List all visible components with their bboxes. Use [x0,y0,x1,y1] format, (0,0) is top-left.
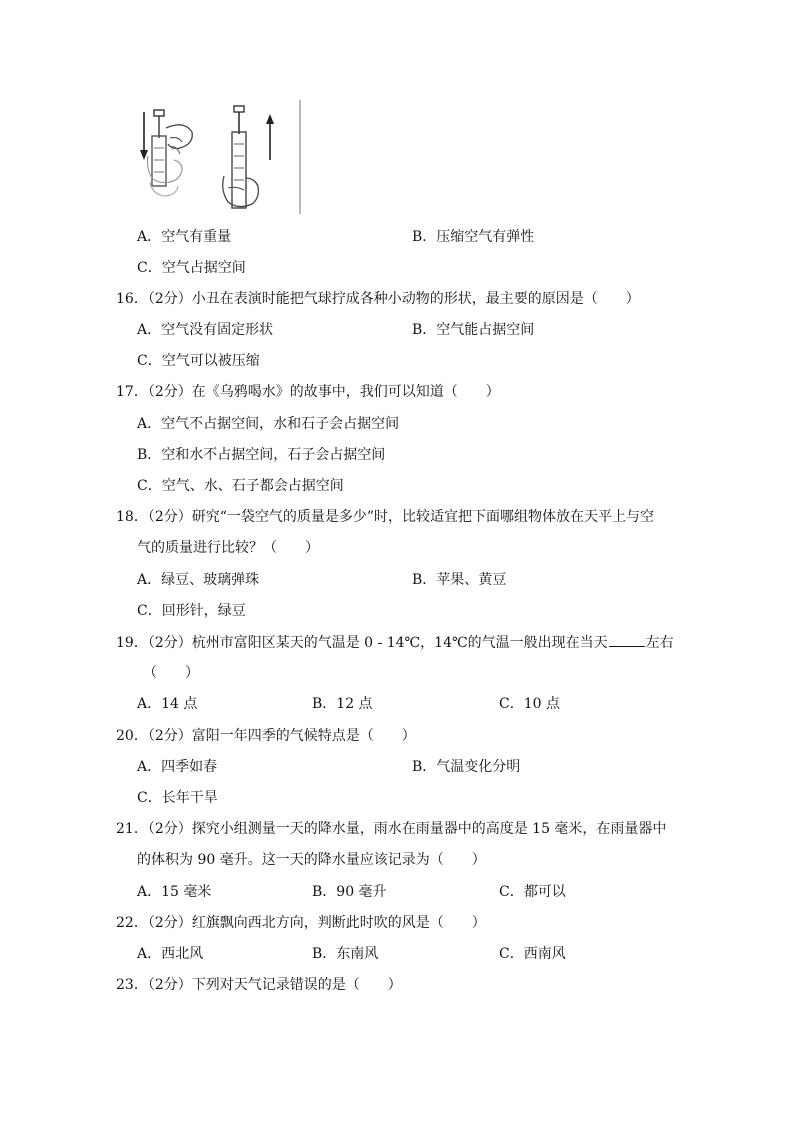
q21-option-a: A．15 毫米 [137,884,212,900]
q21-option-b: B．90 毫升 [312,884,387,900]
q18-stem-line2: 气的质量进行比较？（ ） [137,540,319,556]
q15-option-c: C．空气占据空间 [137,260,246,276]
q21-stem-line2: 的体积为 90 毫升。这一天的降水量应该记录为（ ） [137,852,486,868]
q16-option-a: A．空气没有固定形状 [137,322,274,338]
q15-option-a: A．空气有重量 [137,229,232,245]
q19-stem-part1: 19．（2分）杭州市富阳区某天的气温是 0 - 14℃，14℃的气温一般出现在当天 [116,635,608,651]
q18-option-a: A．绿豆、玻璃弹珠 [137,572,260,588]
q19-option-c: C．10 点 [499,696,560,712]
q19-stem-line2: （ ） [143,665,199,681]
q19-option-b: B．12 点 [312,696,373,712]
q18-stem-line1: 18．（2分）研究“一袋空气的质量是多少”时，比较适宜把下面哪组物体放在天平上与空 [116,509,655,525]
q22-stem: 22．（2分）红旗飘向西北方向，判断此时吹的风是（ ） [116,915,486,931]
q20-option-b: B．气温变化分明 [412,759,521,775]
q20-stem: 20．（2分）富阳一年四季的气候特点是（ ） [116,728,416,744]
q16-stem: 16．（2分）小丑在表演时能把气球拧成各种小动物的形状，最主要的原因是（ ） [116,291,640,307]
q15-option-b: B．压缩空气有弹性 [412,229,535,245]
q21-stem-line1: 21．（2分）探究小组测量一天的降水量，雨水在雨量器中的高度是 15 毫米，在雨量器中 [116,821,667,837]
q20-option-c: C．长年干旱 [137,790,218,806]
q19-answer-blank[interactable] [609,632,645,647]
q20-option-a: A．四季如春 [137,759,218,775]
q21-option-c: C．都可以 [499,884,566,900]
q22-option-a: A．西北风 [137,946,204,962]
q19-stem-part2: 左右 [645,635,674,651]
q18-option-b: B．苹果、黄豆 [412,572,507,588]
q16-option-c: C．空气可以被压缩 [137,353,260,369]
q22-option-c: C．西南风 [499,946,566,962]
q18-option-c: C．回形针，绿豆 [137,603,246,619]
q17-option-c: C．空气、水、石子都会占据空间 [137,478,344,494]
q16-option-b: B．空气能占据空间 [412,322,535,338]
q17-option-b: B．空和水不占据空间，石子会占据空间 [137,447,386,463]
q17-stem: 17．（2分）在《乌鸦喝水》的故事中，我们可以知道（ ） [116,384,500,400]
q19-option-a: A．14 点 [137,696,198,712]
q23-stem: 23．（2分）下列对天气记录错误的是（ ） [116,977,402,993]
q22-option-b: B．东南风 [312,946,379,962]
syringe-compression-figure-icon [136,98,306,216]
q19-stem-line1 [116,632,674,652]
q17-option-a: A．空气不占据空间，水和石子会占据空间 [137,416,400,432]
